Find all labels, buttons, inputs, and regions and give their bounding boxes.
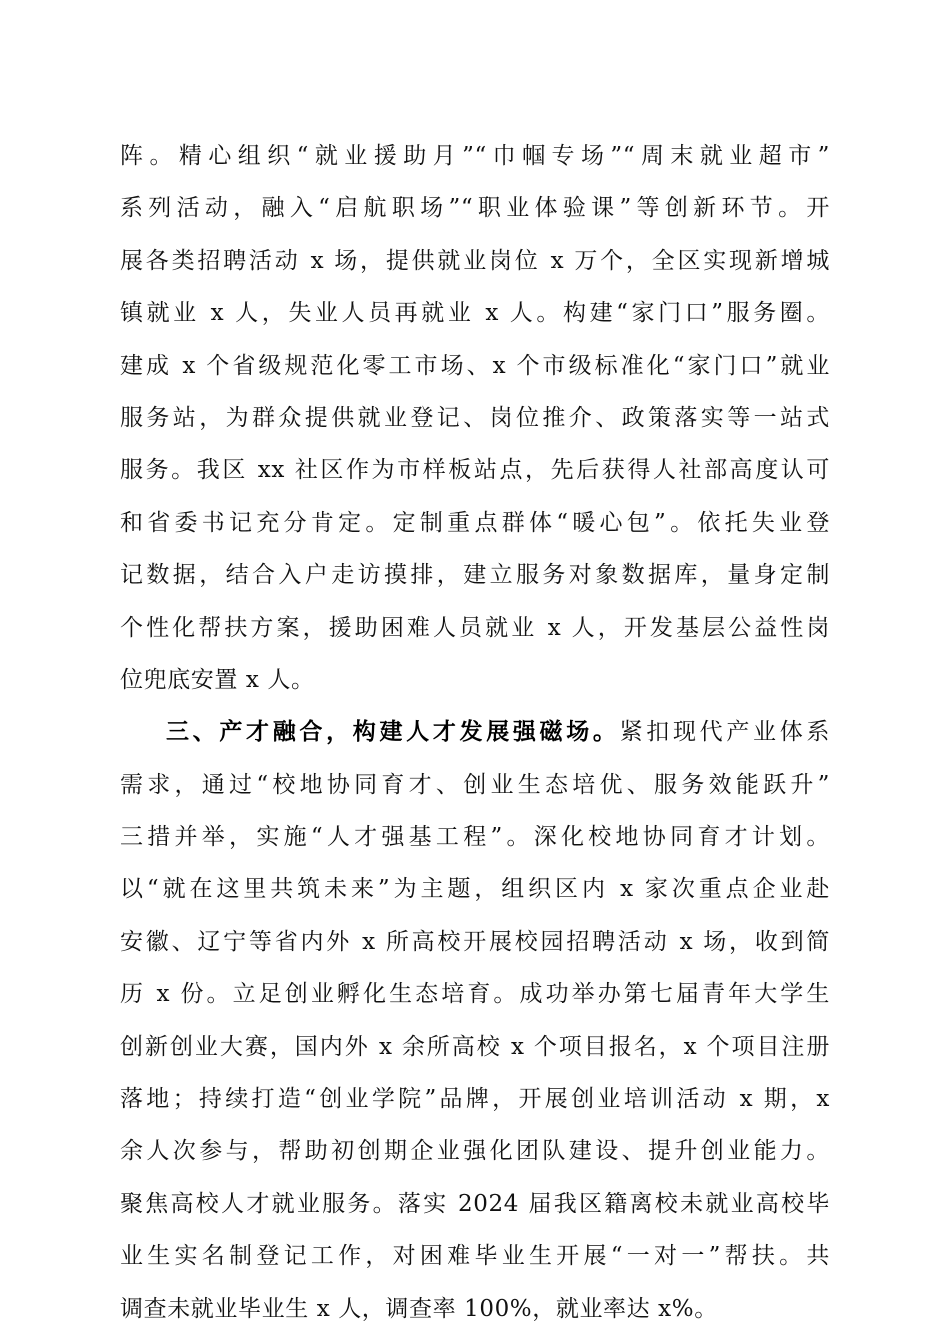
text-line: 和省委书记充分肯定。定制重点群体“暖心包”。依托失业登 bbox=[120, 509, 830, 536]
text-line: 落地；持续打造“创业学院”品牌，开展创业培训活动 x 期，x bbox=[120, 1086, 830, 1113]
text-line: 展各类招聘活动 x 场，提供就业岗位 x 万个，全区实现新增城 bbox=[120, 247, 830, 274]
text-line: 建成 x 个省级规范化零工市场、x 个市级标准化“家门口”就业 bbox=[120, 352, 830, 379]
text-line: 记数据，结合入户走访摸排，建立服务对象数据库，量身定制 bbox=[120, 562, 830, 589]
text-line: 三措并举，实施“人才强基工程”。深化校地协同育才计划。 bbox=[120, 824, 830, 851]
paragraph-talent-section bbox=[120, 706, 830, 1335]
section-first-line-text: 紧扣现代产业体系 bbox=[619, 719, 830, 746]
text-line: 以“就在这里共筑未来”为主题，组织区内 x 家次重点企业赴 bbox=[120, 876, 830, 903]
text-line: 个性化帮扶方案，援助困难人员就业 x 人，开发基层公益性岗 bbox=[120, 614, 830, 641]
text-line: 位兜底安置 x 人。 bbox=[120, 666, 315, 693]
section-heading: 三、产才融合，构建人才发展强磁场。 bbox=[166, 719, 620, 746]
section-first-line bbox=[120, 706, 830, 758]
paragraph-employment-services bbox=[120, 130, 830, 706]
text-line: 阵。精心组织“就业援助月”“巾帼专场”“周末就业超市” bbox=[120, 143, 830, 169]
document-page bbox=[120, 130, 830, 1335]
text-line: 调查未就业毕业生 x 人，调查率 100%，就业率达 x%。 bbox=[120, 1295, 718, 1322]
text-line: 服务站，为群众提供就业登记、岗位推介、政策落实等一站式 bbox=[120, 404, 830, 431]
text-line: 聚焦高校人才就业服务。落实 2024 届我区籍离校未就业高校毕 bbox=[120, 1190, 830, 1217]
text-line: 安徽、辽宁等省内外 x 所高校开展校园招聘活动 x 场，收到简 bbox=[120, 928, 830, 955]
text-line: 历 x 份。立足创业孵化生态培育。成功举办第七届青年大学生 bbox=[120, 981, 830, 1008]
text-line: 创新创业大赛，国内外 x 余所高校 x 个项目报名，x 个项目注册 bbox=[120, 1033, 830, 1060]
text-line: 镇就业 x 人，失业人员再就业 x 人。构建“家门口”服务圈。 bbox=[120, 300, 830, 327]
text-line: 余人次参与，帮助初创期企业强化团队建设、提升创业能力。 bbox=[120, 1138, 830, 1165]
text-line: 业生实名制登记工作，对困难毕业生开展“一对一”帮扶。共 bbox=[120, 1243, 830, 1270]
text-line: 需求，通过“校地协同育才、创业生态培优、服务效能跃升” bbox=[120, 771, 830, 798]
text-line: 服务。我区 xx 社区作为市样板站点，先后获得人社部高度认可 bbox=[120, 457, 830, 484]
text-line: 系列活动，融入“启航职场”“职业体验课”等创新环节。开 bbox=[120, 195, 830, 222]
